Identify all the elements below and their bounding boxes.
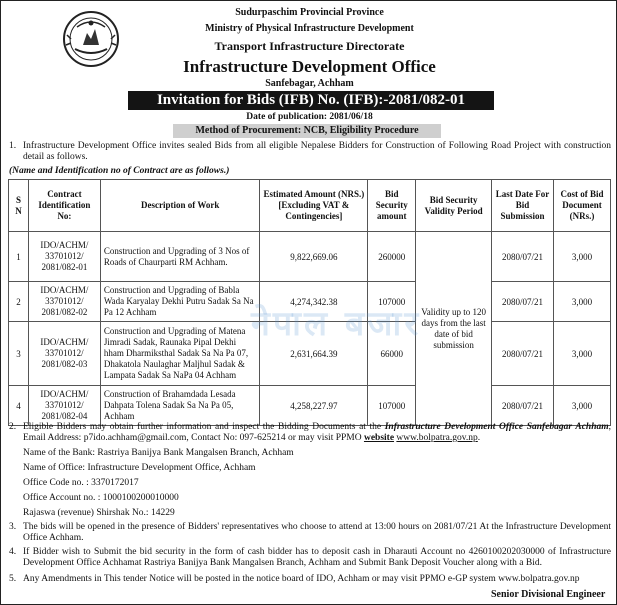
row-contract-id: IDO/ACHM/ 33701012/ 2081/082-03 xyxy=(28,322,100,386)
row-last-date: 2080/07/21 xyxy=(492,386,554,426)
para-3-text: The bids will be opened in the presence of Bidders' representatives who choose to attend at 13:00 hours on 2081/07/21 At the Infrastructure Development Office Achham. xyxy=(23,522,611,543)
office-name: Name of Office: Infrastructure Development Office, Achham xyxy=(23,463,256,473)
col-header-last-date: Last Date For Bid Submission xyxy=(492,180,554,232)
para-4-text: If Bidder wish to Submit the bid security in the form of cash bidder has to deposit cash in Dharauti Account no 4260100202030000 of Infrastructure Development Office Achhamat Rastriya Banijya Bank Mangalsen Branch, Achham and Submit Bank Deposit Voucher along with a Bid. xyxy=(23,547,611,568)
directorate-name: Transport Infrastructure Directorate xyxy=(214,39,405,53)
row-amount: 2,631,664.39 xyxy=(260,322,368,386)
row-work: Construction and Upgrading of Babla Wada Karyalay Dekhi Putru Sadak Sa Na Pa 12 Achham xyxy=(100,282,260,322)
row-work: Construction and Upgrading of 3 Nos of Roads of Chaurparti RM Achham. xyxy=(100,232,260,282)
row-contract-id: IDO/ACHM/ 33701012/ 2081/082-02 xyxy=(28,282,100,322)
row-sn: 1 xyxy=(9,232,29,282)
office-code: Office Code no. : 3370172017 xyxy=(23,478,139,488)
procurement-method: Method of Procurement: NCB, Eligibility Procedure xyxy=(173,124,441,138)
office-title: Infrastructure Development Office xyxy=(183,57,436,76)
row-doc-cost: 3,000 xyxy=(553,322,610,386)
website-link[interactable]: www.bolpatra.gov.np xyxy=(396,433,478,443)
ifb-banner: Invitation for Bids (IFB) No. (IFB):-2081/082-01 xyxy=(128,91,494,110)
para-5-number: 5. xyxy=(9,574,17,584)
col-header-description: Description of Work xyxy=(100,180,260,232)
row-security: 107000 xyxy=(368,282,416,322)
website-label: website xyxy=(363,433,395,443)
col-header-contract-id: Contract Identification No: xyxy=(28,180,100,232)
col-header-doc-cost: Cost of Bid Document (NRs.) xyxy=(553,180,610,232)
table-header-row xyxy=(9,180,611,232)
watermark: नेपाल बजार xyxy=(251,304,422,344)
col-header-validity: Bid Security Validity Period xyxy=(416,180,492,232)
office-location: Sanfebagar, Achham xyxy=(265,78,354,89)
para-3-number: 3. xyxy=(9,522,17,532)
para-5-text: Any Amendments in This tender Notice will be posted in the notice board of IDO, Achham or may visit PPMO e-GP system www.bolpatra.gov.np xyxy=(23,574,580,584)
row-security: 107000 xyxy=(368,386,416,426)
para-1-number: 1. xyxy=(9,141,17,151)
revenue-head: Rajaswa (revenue) Shirshak No.: 14229 xyxy=(23,508,175,518)
row-amount: 9,822,669.06 xyxy=(260,232,368,282)
row-contract-id: IDO/ACHM/ 33701012/ 2081/082-04 xyxy=(28,386,100,426)
para-2-number: 2. xyxy=(9,422,17,432)
publication-date: Date of publication: 2081/06/18 xyxy=(246,112,373,122)
row-doc-cost: 3,000 xyxy=(553,386,610,426)
row-security: 66000 xyxy=(368,322,416,386)
row-work: Construction and Upgrading of Matena Jimradi Sadak, Raunaka Pipal Dekhi hham Dharmiksthal Sadak Sa Na Pa 07, Dhakatola Naulaghar Maljhul Sadak & Lampata Sadak Sa NaPa 04 Achham xyxy=(100,322,260,386)
bank-name: Name of the Bank: Rastriya Banijya Bank Mangalsen Branch, Achham xyxy=(23,448,294,458)
row-doc-cost: 3,000 xyxy=(553,282,610,322)
row-last-date: 2080/07/21 xyxy=(492,322,554,386)
validity-period: Validity up to 120 days from the last date of bid submission xyxy=(416,232,492,426)
row-amount: 4,274,342.38 xyxy=(260,282,368,322)
row-sn: 2 xyxy=(9,282,29,322)
row-last-date: 2080/07/21 xyxy=(492,232,554,282)
col-header-sn: S N xyxy=(9,180,29,232)
province-name: Sudurpaschim Provincial Province xyxy=(235,7,384,18)
table-row xyxy=(9,232,611,282)
para-2-text-a: Eligible Bidders may obtain further information and inspect the Bidding Documents at the xyxy=(23,422,382,432)
signature-title: Senior Divisional Engineer xyxy=(491,589,606,600)
row-sn: 3 xyxy=(9,322,29,386)
para-2-period: . xyxy=(477,433,481,443)
row-amount: 4,258,227.97 xyxy=(260,386,368,426)
para-2-text-b: , Email Address: p7ido.achham@gmail.com, Contact No: 097-625214 or may visit PPMO xyxy=(23,422,611,443)
row-work: Construction of Brahamdada Lesada Dahpata Tolena Sadak Sa Na Pa 05, Achham xyxy=(100,386,260,426)
office-name-italic: Infrastructure Development Office Sanfebagar Achham xyxy=(384,422,609,432)
table-row xyxy=(9,386,611,426)
row-security: 260000 xyxy=(368,232,416,282)
row-last-date: 2080/07/21 xyxy=(492,282,554,322)
para-1-text: Infrastructure Development Office invites sealed Bids from all eligible Nepalese Bidders for Construction of Following Road Project with construction detail as follows. xyxy=(23,141,611,162)
col-header-bid-security: Bid Security amount xyxy=(368,180,416,232)
row-doc-cost: 3,000 xyxy=(553,232,610,282)
contract-note: (Name and Identification no of Contract are as follows.) xyxy=(9,166,230,176)
col-header-estimated-amount: Estimated Amount (NRS.) [Excluding VAT & Contingencies] xyxy=(260,180,368,232)
office-account: Office Account no. : 1000100200010000 xyxy=(23,493,179,503)
para-2-text xyxy=(23,422,611,444)
para-4-number: 4. xyxy=(9,547,17,557)
row-contract-id: IDO/ACHM/ 33701012/ 2081/082-01 xyxy=(28,232,100,282)
row-sn: 4 xyxy=(9,386,29,426)
ministry-name: Ministry of Physical Infrastructure Development xyxy=(205,23,414,34)
